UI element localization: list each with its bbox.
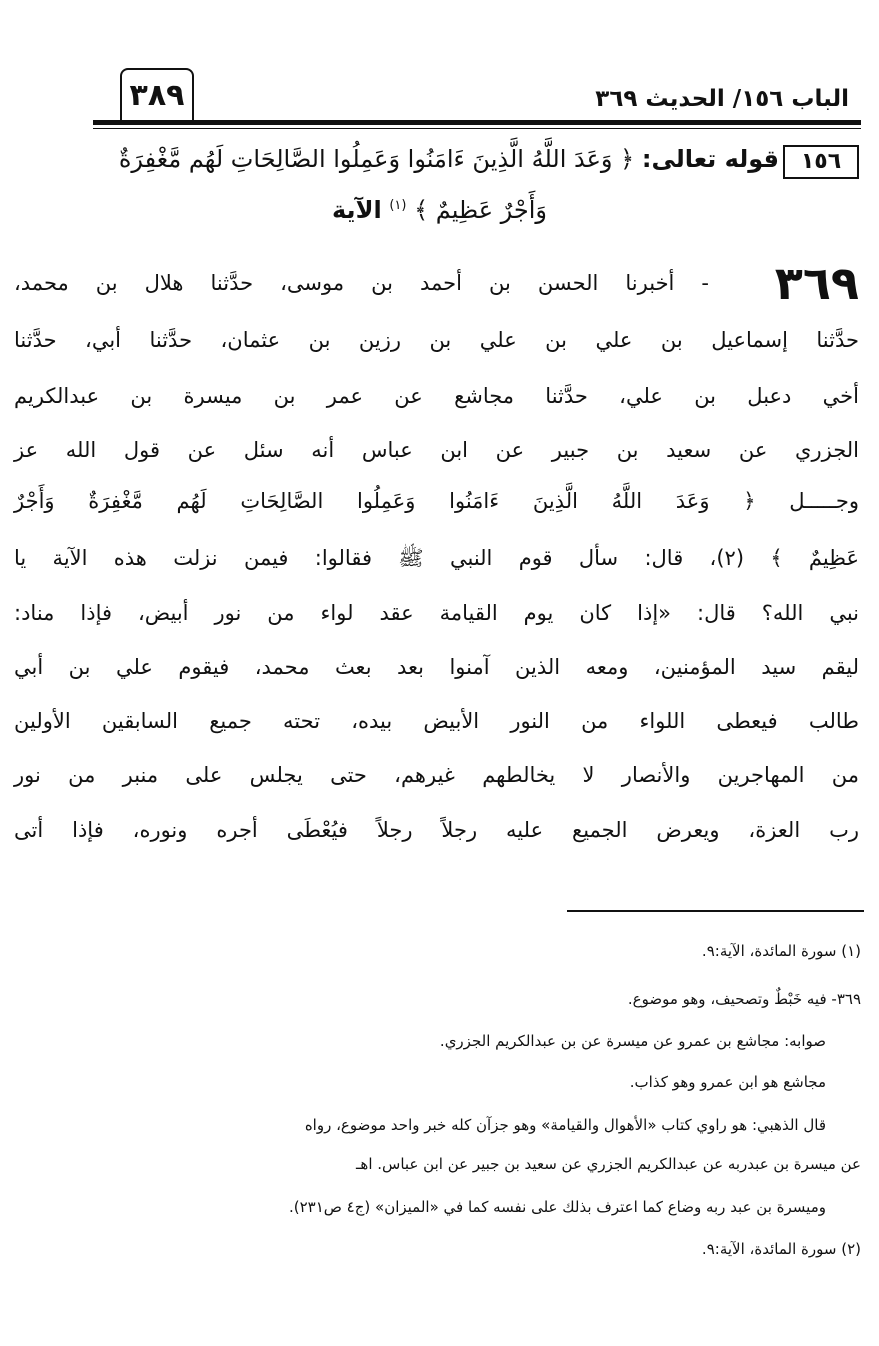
footnote: ٣٦٩- فيه خَبْطٌ وتصحيف، وهو موضوع. (627, 990, 861, 1008)
hadith-line: - أخبرنا الحسن بن أحمد بن موسى، حدَّثنا هلال بن محمد، (14, 271, 709, 295)
chapter-verse-part-1: ﴿ وَعَدَ اللَّهُ الَّذِينَ ءَامَنُوا وَعَمِلُوا الصَّالِحَاتِ لَهُم مَّغْفِرَةٌ (118, 145, 635, 173)
hadith-number: ٣٦٩ (774, 256, 859, 310)
footnote: (١) سورة المائدة، الآية:٩. (701, 942, 861, 960)
footnote: وميسرة بن عبد ربه وضاع كما اعترف بذلك على نفسه كما في «الميزان» (ج٤ ص٢٣١). (288, 1198, 826, 1216)
chapter-label: قوله تعالى: (641, 145, 779, 173)
running-header-title: الباب ١٥٦/ الحديث ٣٦٩ (595, 86, 849, 112)
footnote: قال الذهبي: هو راوي كتاب «الأهوال والقيامة» وهو جزآن كله خبر واحد موضوع، رواه (304, 1116, 826, 1134)
header-rule (93, 120, 861, 125)
hadith-line: أخي دعبل بن علي، حدَّثنا مجاشع عن عمر بن ميسرة بن عبدالكريم (14, 384, 859, 408)
footnote-ref-1: (١) (389, 198, 407, 213)
hadith-line: ليقم سيد المؤمنين، ومعه الذين آمنوا بعد بعث محمد، فيقوم علي بن أبي (14, 655, 859, 679)
hadith-line: رب العزة، ويعرض الجميع عليه رجلاً رجلاً فيُعْطَى أجره ونوره، فإذا أتى (14, 818, 859, 842)
footnote: صوابه: مجاشع بن عمرو عن ميسرة عن بن عبدالكريم الجزري. (439, 1032, 826, 1050)
chapter-heading-line-2 (0, 196, 879, 224)
chapter-number: ١٥٦ (783, 145, 859, 179)
hadith-line: الجزري عن سعيد بن جبير عن ابن عباس أنه سئل عن قول الله عز (14, 438, 859, 462)
hadith-line: عَظِيمٌ ﴾ (٢)، قال: سأل قوم النبي ﷺ فقالوا: فيمن نزلت هذه الآية يا (14, 546, 860, 570)
footnote: مجاشع هو ابن عمرو وهو كذاب. (629, 1073, 826, 1091)
chapter-aya-label: الآية (332, 196, 382, 224)
chapter-verse-part-2: وَأَجْرٌ عَظِيمٌ ﴾ (414, 196, 547, 224)
page-number: ٣٨٩ (129, 78, 185, 113)
hadith-line: طالب فيعطى اللواء من النور الأبيض بيده، تحته جميع السابقين الأولين (14, 709, 859, 733)
footnote-separator (567, 910, 864, 912)
hadith-line: وجـــــل ﴿ وَعَدَ اللَّهُ الَّذِينَ ءَامَنُوا وَعَمِلُوا الصَّالِحَاتِ لَهُم مَّغْفِرَةٌ وَأَجْرٌ (14, 489, 859, 513)
chapter-heading-line-1 (19, 145, 779, 173)
hadith-line: نبي الله؟ قال: «إذا كان يوم القيامة عقد لواء من نور أبيض، فإذا مناد: (14, 601, 859, 625)
hadith-line: حدَّثنا إسماعيل بن علي بن علي بن رزين بن عثمان، حدَّثنا أبي، حدَّثنا (14, 328, 859, 352)
footnote: عن ميسرة بن عبدربه عن عبدالكريم الجزري عن سعيد بن جبير عن ابن عباس. اهـ (356, 1155, 861, 1173)
hadith-line: من المهاجرين والأنصار لا يخالطهم غيرهم، حتى يجلس على منبر من نور (14, 763, 859, 787)
footnote: (٢) سورة المائدة، الآية:٩. (701, 1240, 861, 1258)
header-rule-thin (93, 128, 861, 129)
